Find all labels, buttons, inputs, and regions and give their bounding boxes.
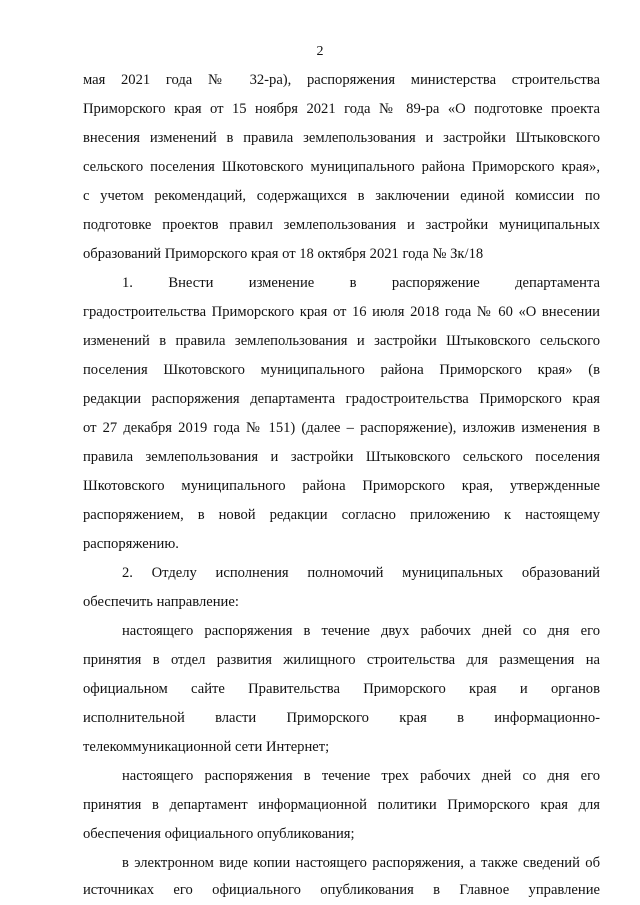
text-line: внесения изменений в правила землепользования и застройки Штыковского	[83, 130, 600, 146]
text-line: Шкотовского муниципального района Приморского края, утвержденные	[83, 478, 600, 494]
text-line: с учетом рекомендаций, содержащихся в заключении единой комиссии по	[83, 188, 600, 204]
text-line: изменений в правила землепользования и застройки Штыковского сельского	[83, 333, 600, 349]
text-line: принятия в отдел развития жилищного строительства для размещения на	[83, 652, 600, 668]
text-line: телекоммуникационной сети Интернет;	[83, 739, 330, 755]
text-line: градостроительства Приморского края от 16 июля 2018 года № 60 «О внесении	[83, 304, 600, 320]
page-number: 2	[316, 44, 324, 59]
paragraph-1-first-line: 1. Внести изменение в распоряжение департамента	[122, 275, 600, 291]
text-line: принятия в департамент информационной политики Приморского края для	[83, 797, 600, 813]
text-line: распоряжению.	[83, 536, 179, 552]
text-line: обеспечения официального опубликования;	[83, 826, 355, 842]
text-line: редакции распоряжения департамента градостроительства Приморского края	[83, 391, 600, 407]
text-line: поселения Шкотовского муниципального района Приморского края» (в	[83, 362, 600, 378]
text-line: от 27 декабря 2019 года № 151) (далее – распоряжение), изложив изменения в	[83, 420, 600, 436]
text-line: мая 2021 года № 32-ра), распоряжения министерства строительства	[83, 72, 600, 88]
subparagraph-first-line: настоящего распоряжения в течение двух рабочих дней со дня его	[122, 623, 600, 639]
text-line: исполнительной власти Приморского края в информационно-	[83, 710, 600, 726]
paragraph-2-first-line: 2. Отделу исполнения полномочий муниципальных образований	[122, 565, 600, 581]
text-line: источниках его официального опубликования в Главное управление	[83, 882, 600, 898]
subparagraph-first-line: в электронном виде копии настоящего распоряжения, а также сведений об	[122, 855, 600, 871]
text-line: официальном сайте Правительства Приморского края и органов	[83, 681, 600, 697]
text-line: подготовке проектов правил землепользования и застройки муниципальных	[83, 217, 600, 233]
text-line: правила землепользования и застройки Штыковского сельского поселения	[83, 449, 600, 465]
text-line: Приморского края от 15 ноября 2021 года № 89-ра «О подготовке проекта	[83, 101, 600, 117]
text-line: сельского поселения Шкотовского муниципального района Приморского края»,	[83, 159, 600, 175]
text-line: распоряжением, в новой редакции согласно приложению к настоящему	[83, 507, 600, 523]
subparagraph-first-line: настоящего распоряжения в течение трех рабочих дней со дня его	[122, 768, 600, 784]
text-line: образований Приморского края от 18 октября 2021 года № Зк/18	[83, 246, 484, 262]
text-line: обеспечить направление:	[83, 594, 239, 610]
